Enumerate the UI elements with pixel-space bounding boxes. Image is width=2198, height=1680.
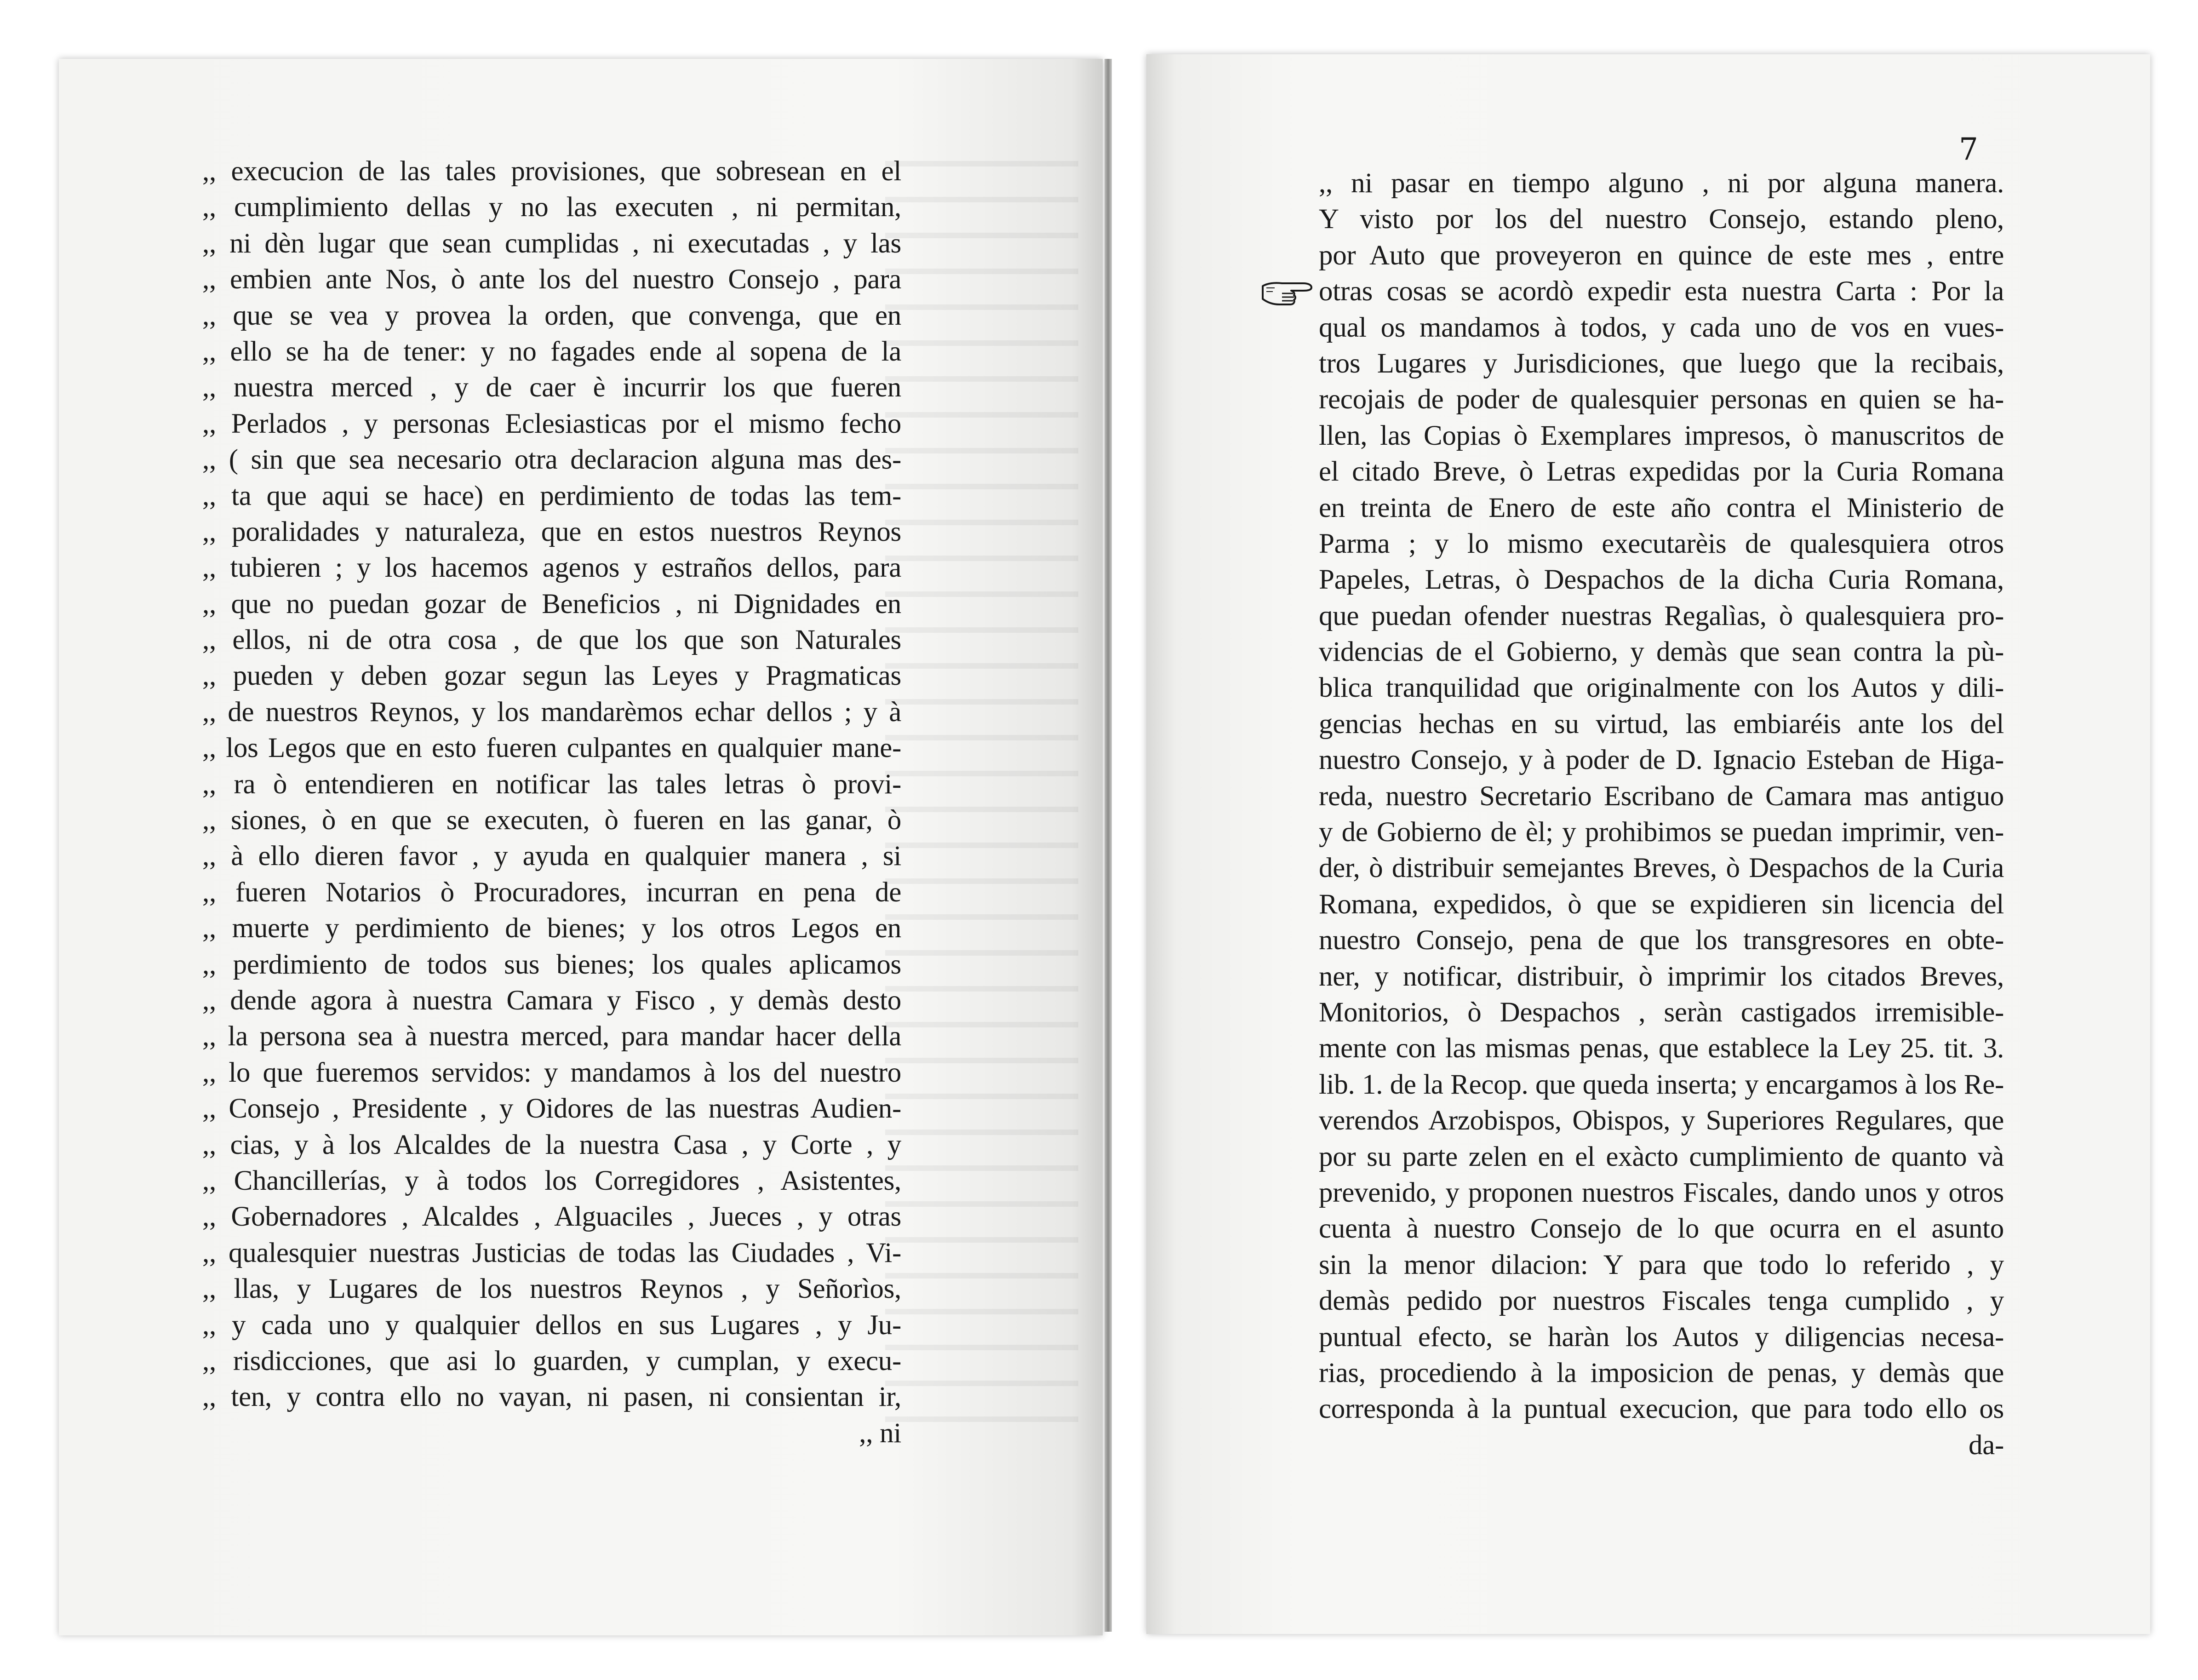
text-line: ,, dende agora à nuestra Camara y Fisco , y demàs desto [202, 985, 901, 1016]
text-line: ,, los Legos que en esto fueren culpantes en qualquier mane- [202, 733, 901, 764]
text-line: llen, las Copias ò Exemplares impresos, ò manuscritos de [1319, 420, 2004, 451]
text-line: ,, siones, ò en que se executen, ò fueren en las ganar, ò [202, 805, 901, 836]
text-line: ,, pueden y deben gozar segun las Leyes y Pragmaticas [202, 660, 901, 692]
text-line: Papeles, Letras, ò Despachos de la dicha Curia Romana, [1319, 564, 2004, 596]
text-line: recojais de poder de qualesquier personas en quien se ha- [1319, 384, 2004, 415]
text-line: ,, embien ante Nos, ò ante los del nuestro Consejo , para [202, 264, 901, 295]
text-line: qual os mandamos à todos, y cada uno de vos en vues- [1319, 312, 2004, 343]
text-line: ,, ni pasar en tiempo alguno , ni por alguna manera. [1319, 168, 2004, 199]
text-line: ,, que se vea y provea la orden, que convenga, que en [202, 300, 901, 331]
right-page-text [1319, 166, 2004, 1463]
text-line: en treinta de Enero de este año contra el Ministerio de [1319, 492, 2004, 523]
text-line: blica tranquilidad que originalmente con los Autos y dili- [1319, 672, 2004, 704]
text-line: sin la menor dilacion: Y para que todo lo referido , y [1319, 1249, 2004, 1280]
text-line: Romana, expedidos, ò que se expidieren sin licencia del [1319, 889, 2004, 920]
text-line: Parma ; y lo mismo executarèis de qualesquiera otros [1319, 528, 2004, 559]
text-line: ,, de nuestros Reynos, y los mandarèmos echar dellos ; y à [202, 696, 901, 728]
text-line: demàs pedido por nuestros Fiscales tenga cumplido , y [1319, 1285, 2004, 1317]
text-line: ,, Consejo , Presidente , y Oidores de las nuestras Audien- [202, 1093, 901, 1124]
text-line: reda, nuestro Secretario Escribano de Camara mas antiguo [1319, 780, 2004, 812]
text-line: corresponda à la puntual execucion, que para todo ello os [1319, 1393, 2004, 1425]
text-line: ,, y cada uno y qualquier dellos en sus Lugares , y Ju- [202, 1309, 901, 1341]
text-line: tros Lugares y Jurisdiciones, que luego que la recibais, [1319, 348, 2004, 379]
text-line: ,, poralidades y naturaleza, que en estos nuestros Reynos [202, 516, 901, 547]
text-line: Monitorios, ò Despachos , seràn castigados irremisible- [1319, 997, 2004, 1028]
show-through-bleed [885, 138, 1078, 1426]
text-line: ,, Gobernadores , Alcaldes , Alguaciles , Jueces , y otras [202, 1201, 901, 1233]
text-line: ,, ello se ha de tener: y no fagades ende al sopena de la [202, 336, 901, 367]
text-line: ,, ta que aqui se hace) en perdimiento de todas las tem- [202, 480, 901, 511]
text-line: ,, ra ò entendieren en notificar las tales letras ò provi- [202, 768, 901, 800]
text-line: mente con las mismas penas, que establece la Ley 25. tit. 3. [1319, 1033, 2004, 1064]
text-line: ,, ten, y contra ello no vayan, ni pasen, ni consientan ir, [202, 1382, 901, 1413]
pointing-hand-icon [1261, 276, 1316, 306]
text-line: ,, Chancillerías, y à todos los Corregidores , Asistentes, [202, 1165, 901, 1196]
text-line: nuestro Consejo, y à poder de D. Ignacio Esteban de Higa- [1319, 745, 2004, 776]
text-line: ,, llas, y Lugares de los nuestros Reynos , y Señorìos, [202, 1273, 901, 1305]
text-line: Y visto por los del nuestro Consejo, estando pleno, [1319, 204, 2004, 235]
text-line: por su parte zelen en el exàcto cumplimiento de quanto và [1319, 1141, 2004, 1172]
text-line: der, ò distribuir semejantes Breves, ò Despachos de la Curia [1319, 853, 2004, 884]
text-line: ,, que no puedan gozar de Beneficios , ni Dignidades en [202, 588, 901, 619]
text-line: ,, muerte y perdimiento de bienes; y los otros Legos en [202, 913, 901, 944]
left-page-text [202, 154, 901, 1451]
text-line: ,, tubieren ; y los hacemos agenos y estraños dellos, para [202, 552, 901, 584]
page-number: 7 [1959, 132, 1978, 167]
text-line: ,, risdicciones, que asi lo guarden, y cumplan, y execu- [202, 1345, 901, 1376]
text-line: lib. 1. de la Recop. que queda inserta; y encargamos à los Re- [1319, 1069, 2004, 1100]
text-line: ,, execucion de las tales provisiones, que sobresean en el [202, 156, 901, 187]
text-line: gencias hechas en su virtud, las embiaréis ante los del [1319, 708, 2004, 740]
catchword: ,, ni [859, 1417, 901, 1449]
text-line: ,, perdimiento de todos sus bienes; los quales aplicamos [202, 949, 901, 980]
text-line: videncias de el Gobierno, y demàs que sean contra la pù- [1319, 636, 2004, 668]
text-line: puntual efecto, se haràn los Autos y diligencias necesa- [1319, 1321, 2004, 1353]
text-line: cuenta à nuestro Consejo de lo que ocurra en el asunto [1319, 1213, 2004, 1244]
text-line: prevenido, y proponen nuestros Fiscales, dando unos y otros [1319, 1177, 2004, 1208]
text-line: ner, y notificar, distribuir, ò imprimir los citados Breves, [1319, 961, 2004, 992]
text-line: el citado Breve, ò Letras expedidas por la Curia Romana [1319, 456, 2004, 487]
catchword: da- [1969, 1429, 2004, 1461]
text-line: ,, ellos, ni de otra cosa , de que los que son Naturales [202, 625, 901, 656]
text-line: rias, procediendo à la imposicion de penas, y demàs que [1319, 1357, 2004, 1388]
page-gutter [1105, 59, 1112, 1632]
text-line: ,, la persona sea à nuestra merced, para mandar hacer della [202, 1021, 901, 1052]
text-line: que puedan ofender nuestras Regalìas, ò qualesquiera pro- [1319, 600, 2004, 631]
text-line: ,, fueren Notarios ò Procuradores, incurran en pena de [202, 877, 901, 908]
text-line: ,, ni dèn lugar que sean cumplidas , ni executadas , y las [202, 228, 901, 259]
text-line: ,, à ello dieren favor , y ayuda en qualquier manera , si [202, 841, 901, 872]
text-line: nuestro Consejo, pena de que los transgresores en obte- [1319, 925, 2004, 956]
text-line: verendos Arzobispos, Obispos, y Superiores Regulares, que [1319, 1105, 2004, 1136]
text-line: ,, qualesquier nuestras Justicias de todas las Ciudades , Vi- [202, 1237, 901, 1268]
text-line: por Auto que proveyeron en quince de este mes , entre [1319, 240, 2004, 271]
text-line: ,, ( sin que sea necesario otra declaracion alguna mas des- [202, 444, 901, 476]
text-line: ,, Perlados , y personas Eclesiasticas por el mismo fecho [202, 408, 901, 439]
text-line: ,, cias, y à los Alcaldes de la nuestra Casa , y Corte , y [202, 1129, 901, 1160]
text-line: ,, lo que fueremos servidos: y mandamos à los del nuestro [202, 1057, 901, 1088]
text-line: ,, cumplimiento dellas y no las executen , ni permitan, [202, 192, 901, 223]
text-line: y de Gobierno de èl; y prohibimos se puedan imprimir, ven- [1319, 817, 2004, 848]
text-line: otras cosas se acordò expedir esta nuestra Carta : Por la [1319, 276, 2004, 307]
text-line: ,, nuestra merced , y de caer è incurrir los que fueren [202, 372, 901, 403]
